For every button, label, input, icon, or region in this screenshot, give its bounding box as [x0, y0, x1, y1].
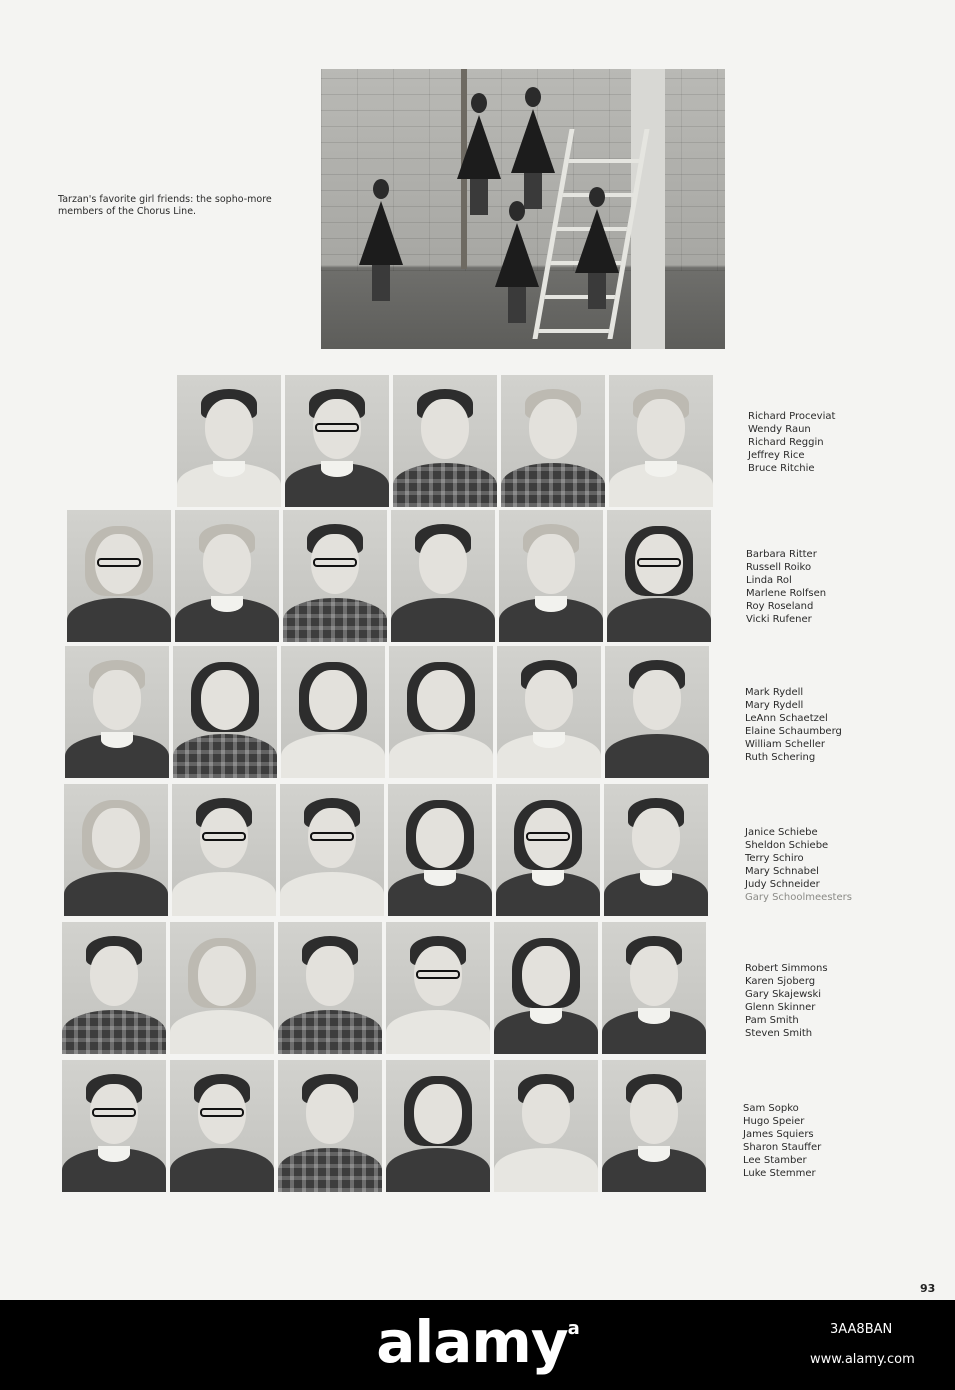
student-portrait [281, 646, 385, 778]
student-name: Bruce Ritchie [748, 463, 815, 474]
student-portrait [177, 375, 281, 507]
row-4-names [745, 826, 852, 904]
site-url[interactable]: www.alamy.com [810, 1352, 915, 1367]
student-name: Gary Schoolmeesters [745, 892, 852, 903]
student-name: Gary Skajewski [745, 989, 822, 1000]
student-name: Mary Rydell [745, 700, 804, 711]
student-name: Sheldon Schiebe [745, 840, 829, 851]
student-name: Russell Roiko [746, 562, 812, 573]
student-portrait [497, 646, 601, 778]
student-name: Vicki Rufener [746, 614, 812, 625]
row-3-names [745, 686, 842, 764]
student-portrait [602, 1060, 706, 1192]
student-name: LeAnn Schaetzel [745, 713, 828, 724]
student-portrait [602, 922, 706, 1054]
student-portrait [501, 375, 605, 507]
student-portrait [389, 646, 493, 778]
student-name: Terry Schiro [745, 853, 804, 864]
student-name: Linda Rol [746, 575, 792, 586]
row-2-names [746, 548, 826, 626]
student-name: Wendy Raun [748, 424, 811, 435]
student-portrait [170, 1060, 274, 1192]
row-6-names [743, 1102, 821, 1180]
student-portrait [285, 375, 389, 507]
row-1-names [748, 410, 835, 475]
student-name: Robert Simmons [745, 963, 828, 974]
student-name: Steven Smith [745, 1028, 813, 1039]
student-name: Ruth Schering [745, 752, 816, 763]
student-portrait [280, 784, 384, 916]
student-portrait [67, 510, 171, 642]
student-portrait [391, 510, 495, 642]
student-portrait [65, 646, 169, 778]
student-name: Hugo Speier [743, 1116, 805, 1127]
student-portrait [62, 1060, 166, 1192]
student-name: Mark Rydell [745, 687, 804, 698]
student-name: James Squiers [743, 1129, 814, 1140]
student-name: William Scheller [745, 739, 825, 750]
brand-text: alamy [376, 1308, 568, 1376]
student-portrait [605, 646, 709, 778]
student-portrait [607, 510, 711, 642]
student-portrait [388, 784, 492, 916]
student-portrait [386, 1060, 490, 1192]
student-name: Sam Sopko [743, 1103, 799, 1114]
student-name: Pam Smith [745, 1015, 799, 1026]
student-name: Barbara Ritter [746, 549, 817, 560]
watermark-footer [0, 1300, 955, 1390]
page-number: 93 [920, 1282, 936, 1295]
student-name: Karen Sjoberg [745, 976, 816, 987]
student-name: Jeffrey Rice [748, 450, 805, 461]
student-portrait [64, 784, 168, 916]
student-portrait [278, 922, 382, 1054]
student-portrait [175, 510, 279, 642]
chorus-line-group-photo [321, 69, 725, 349]
row-5-names [745, 962, 828, 1040]
student-portrait [172, 784, 276, 916]
student-name: Elaine Schaumberg [745, 726, 842, 737]
student-portrait [386, 922, 490, 1054]
student-portrait [283, 510, 387, 642]
student-portrait [604, 784, 708, 916]
student-portrait [499, 510, 603, 642]
student-portrait [278, 1060, 382, 1192]
image-code: 3AA8BAN [830, 1322, 893, 1337]
student-portrait [62, 922, 166, 1054]
student-name: Marlene Rolfsen [746, 588, 827, 599]
student-portrait [173, 646, 277, 778]
student-portrait [494, 1060, 598, 1192]
student-name: Richard Reggin [748, 437, 824, 448]
student-portrait [609, 375, 713, 507]
wall-pillar [631, 69, 665, 349]
student-name: Luke Stemmer [743, 1168, 816, 1179]
student-name: Mary Schnabel [745, 866, 819, 877]
student-name: Sharon Stauffer [743, 1142, 822, 1153]
student-portrait [496, 784, 600, 916]
student-portrait [393, 375, 497, 507]
student-name: Lee Stamber [743, 1155, 807, 1166]
brand-mark-icon: a [567, 1318, 579, 1339]
student-portrait [494, 922, 598, 1054]
student-name: Janice Schiebe [745, 827, 818, 838]
student-name: Glenn Skinner [745, 1002, 816, 1013]
student-name: Roy Roseland [746, 601, 814, 612]
group-photo-caption: Tarzan's favorite girl friends: the sopho-more members of the Chorus Line. [58, 194, 272, 217]
student-name: Richard Proceviat [748, 411, 836, 422]
student-name: Judy Schneider [745, 879, 820, 890]
student-portrait [170, 922, 274, 1054]
